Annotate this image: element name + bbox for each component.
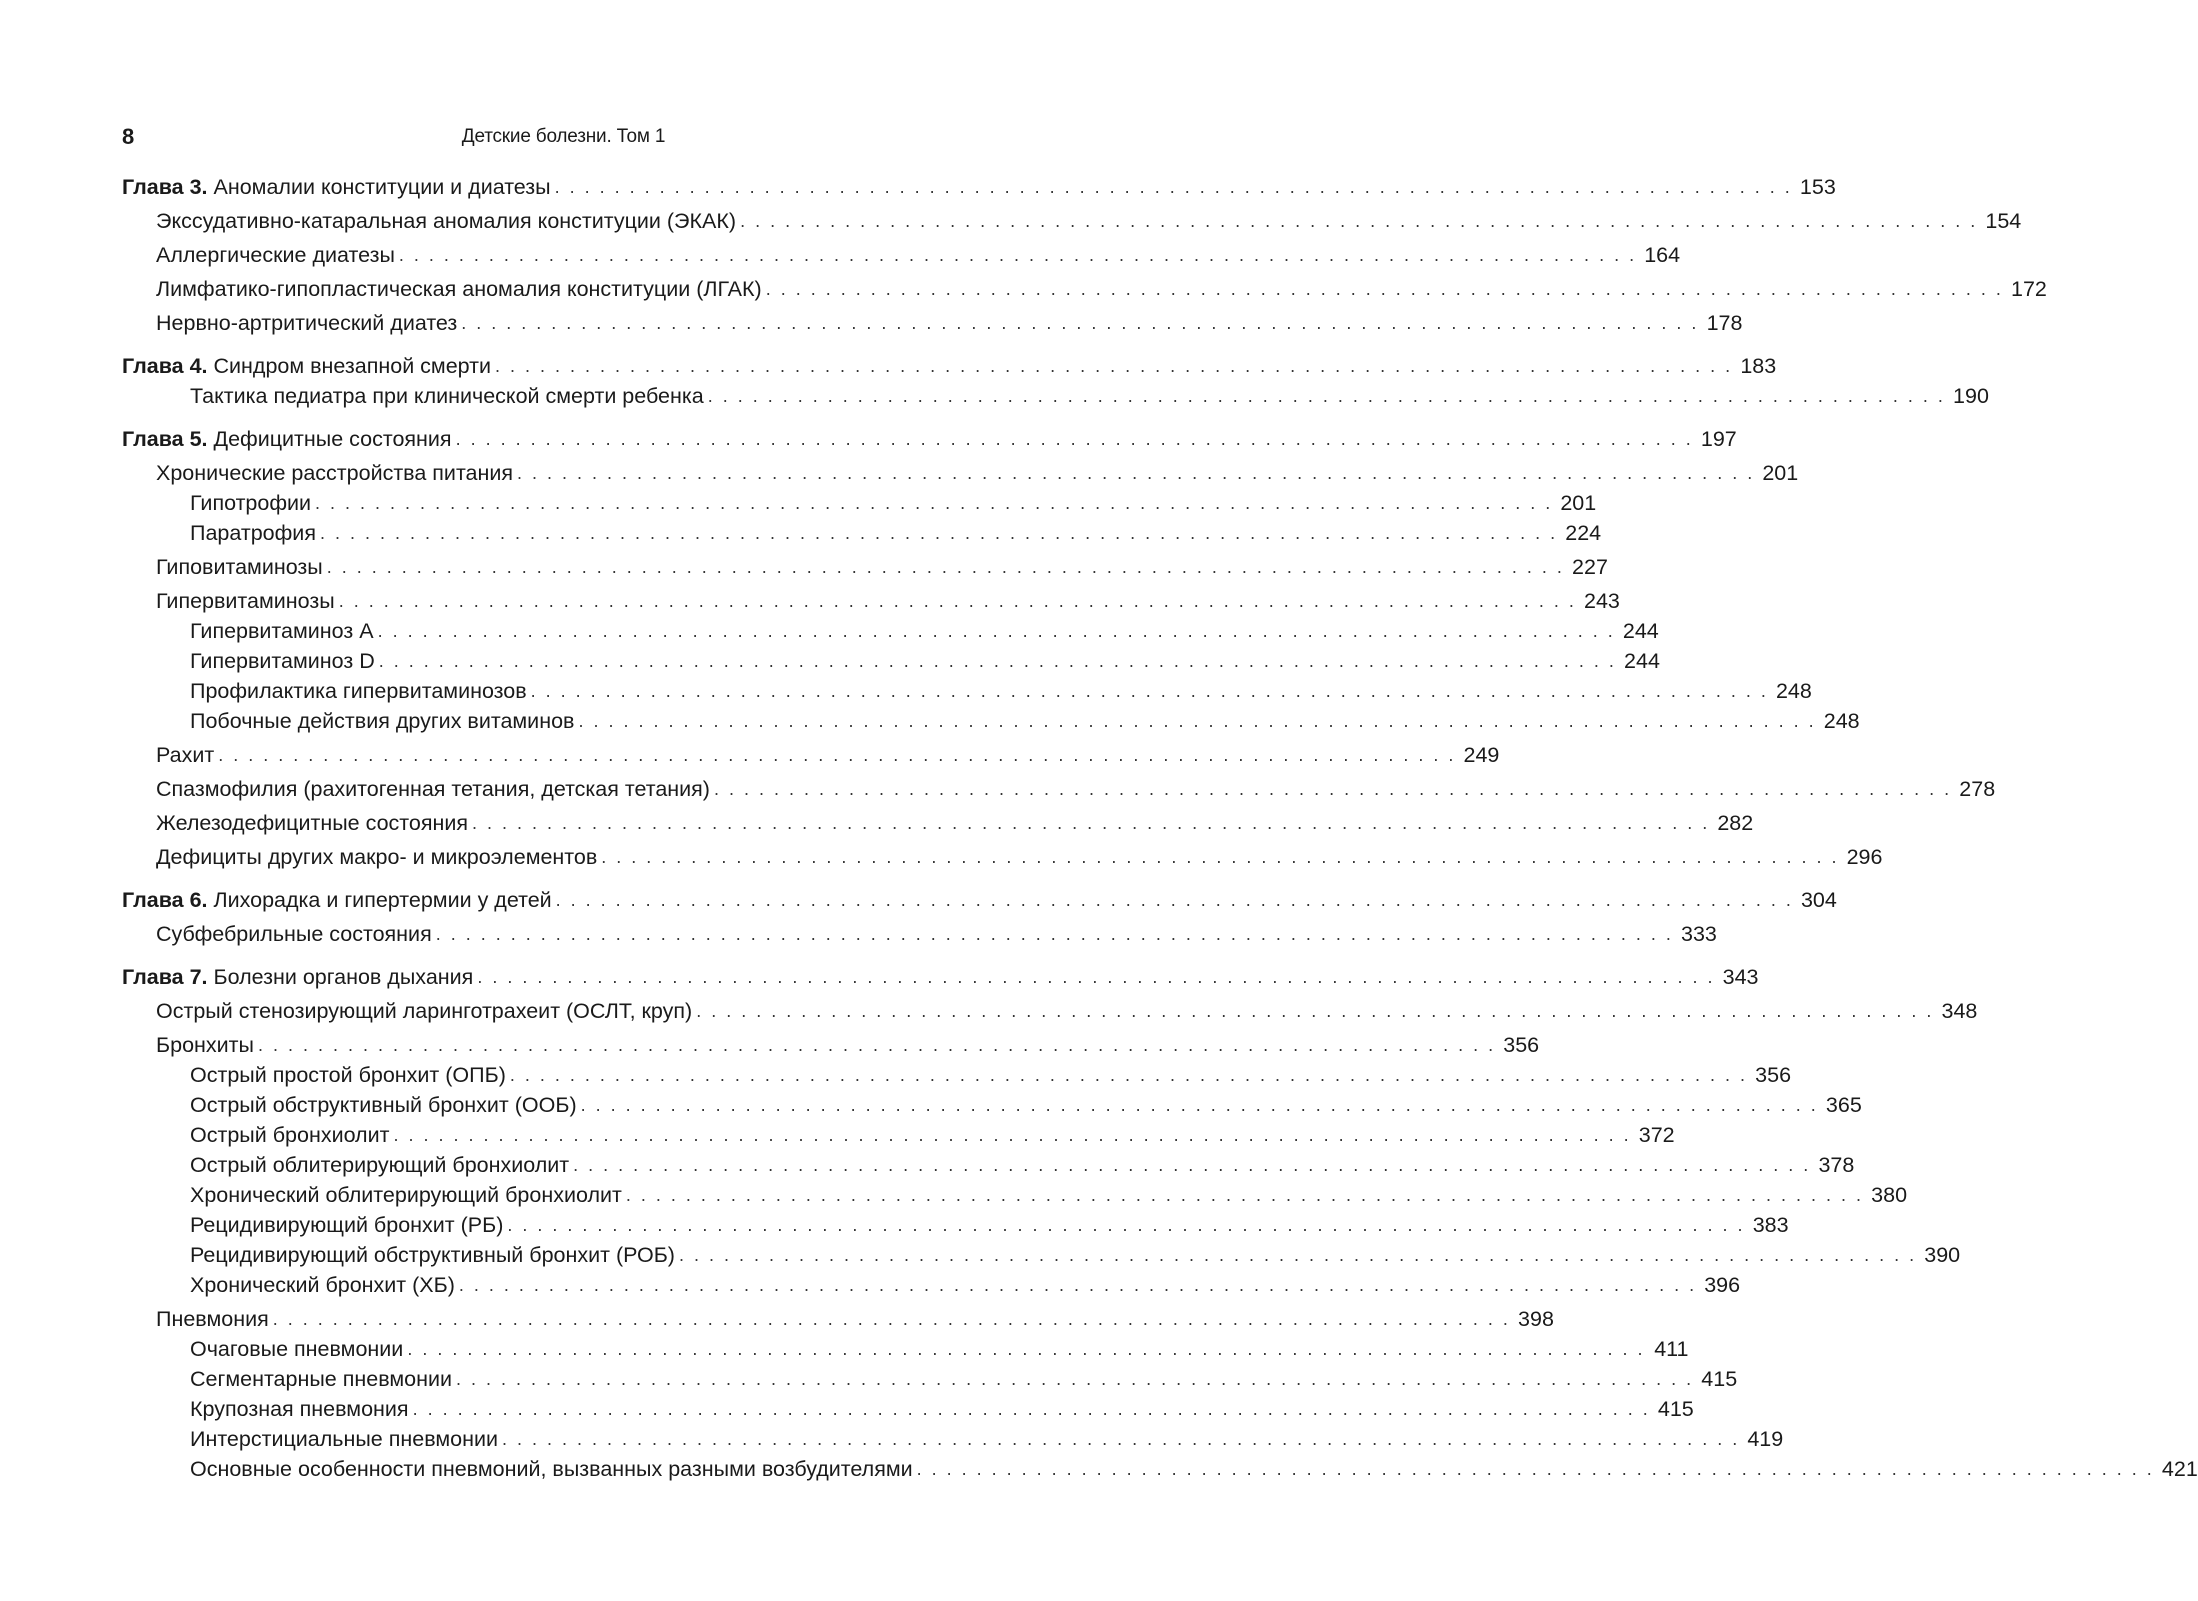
toc-chapter-entry[interactable] [122,962,1759,992]
chapter-label: Глава 4. [122,354,208,378]
toc-page-number: 383 [1752,1213,1789,1237]
toc-entry-title: Железодефицитные состояния [156,811,469,835]
chapter-title: Аномалии конституции и диатезы [207,175,551,199]
toc-entry[interactable] [122,240,1681,270]
toc-entry[interactable] [122,919,1717,949]
toc-entry-title: Субфебрильные состояния [156,922,432,946]
toc-entry[interactable] [122,1424,1784,1454]
toc-entry-title: Тактика педиатра при клинической смерти ребенка [190,384,704,408]
toc-page-number: 197 [1700,427,1737,451]
toc-entry-title: Острый обструктивный бронхит (ООБ) [190,1093,577,1117]
toc-entry[interactable] [122,488,1597,518]
toc-entry[interactable] [122,774,1996,804]
toc-page-number: 419 [1747,1427,1784,1451]
toc-entry[interactable] [122,808,1754,838]
toc-page-number: 164 [1644,243,1681,267]
toc-page-number: 178 [1706,311,1743,335]
toc-entry[interactable] [122,1210,1789,1240]
dot-leader [601,842,1836,872]
toc-entry-title [122,962,473,992]
dot-leader [472,808,1707,838]
running-title: Детские болезни. Том 1 [461,126,666,147]
dot-leader [917,1454,2152,1484]
dot-leader [507,1210,1742,1240]
dot-leader [393,1120,1628,1150]
dot-leader [218,740,1453,770]
toc-entry-title: Экссудативно-катаральная аномалия конституции (ЭКАК) [156,209,737,233]
toc-entry[interactable] [122,1394,1694,1424]
dot-leader [273,1304,1508,1334]
toc-entry-title: Нервно-артритический диатез [156,311,458,335]
toc-entry-title: Острый стенозирующий ларинготрахеит (ОСЛТ, круп) [156,999,693,1023]
toc-entry[interactable] [122,740,1500,770]
dot-leader [495,351,1730,381]
toc-page-number: 343 [1722,965,1759,989]
toc-entry[interactable] [122,308,1743,338]
dot-leader [339,586,1574,616]
dot-leader [573,1150,1808,1180]
chapter-label: Глава 6. [122,888,208,912]
toc-entry-title: Острый облитерирующий бронхиолит [190,1153,570,1177]
toc-page-number: 282 [1717,811,1754,835]
toc-entry-title [122,172,551,202]
toc-entry-title: Крупозная пневмония [190,1397,409,1421]
toc-entry[interactable] [122,1060,1792,1090]
dot-leader [320,518,1555,548]
toc-page-number: 172 [2010,277,2047,301]
toc-entry-title: Бронхиты [156,1033,254,1057]
toc-page-number: 183 [1740,354,1777,378]
toc-page-number: 421 [2161,1457,2198,1481]
toc-entry[interactable] [122,1304,1554,1334]
dot-leader [456,424,1691,454]
toc-page-number: 248 [1775,679,1812,703]
toc-entry-title: Хронические расстройства питания [156,461,514,485]
toc-entry[interactable] [122,1150,1855,1180]
toc-entry-title: Рецидивирующий бронхит (РБ) [190,1213,504,1237]
dot-leader [461,308,1696,338]
dot-leader [696,996,1931,1026]
toc-entry-title: Гипервитаминозы [156,589,335,613]
toc-entry[interactable] [122,1030,1540,1060]
dot-leader [679,1240,1914,1270]
toc-entry[interactable] [122,381,1989,411]
toc-entry[interactable] [122,274,2047,304]
chapter-label: Глава 5. [122,427,208,451]
dot-leader [502,1424,1737,1454]
toc-entry-title: Сегментарные пневмонии [190,1367,452,1391]
toc-page-number: 201 [1762,461,1799,485]
toc-page-number: 365 [1825,1093,1862,1117]
chapter-title: Болезни органов дыхания [207,965,474,989]
toc-chapter-entry[interactable] [122,424,1737,454]
toc-entry[interactable] [122,616,1659,646]
toc-entry-title: Аллергические диатезы [156,243,395,267]
toc-entry-title: Дефициты других макро- и микроэлементов [156,845,598,869]
toc-entry-title: Пневмония [156,1307,269,1331]
toc-page-number: 244 [1624,649,1660,673]
toc-entry-title: Гипотрофии [190,491,312,515]
chapter-title: Дефицитные состояния [207,427,452,451]
toc-page-number: 224 [1565,521,1602,545]
dot-leader [456,1364,1691,1394]
toc-entry-title: Рахит [156,743,215,767]
page-number: 8 [122,124,135,149]
dot-leader [379,646,1614,676]
dot-leader [407,1334,1642,1364]
chapter-label: Глава 7. [122,965,208,989]
dot-leader [477,962,1712,992]
toc-page-number: 304 [1800,888,1837,912]
dot-leader [531,676,1766,706]
toc-page-number: 380 [1871,1183,1908,1207]
dot-leader [413,1394,1648,1424]
toc-page-number: 243 [1583,589,1620,613]
toc-entry[interactable] [122,996,1978,1026]
toc-chapter-entry[interactable] [122,172,1836,202]
toc-entry[interactable] [122,1364,1738,1394]
chapter-title: Синдром внезапной смерти [207,354,492,378]
toc-entry[interactable] [122,586,1620,616]
toc-entry-title: Хронический облитерирующий бронхиолит [190,1183,622,1207]
toc-entry-title: Лимфатико-гипопластическая аномалия конституции (ЛГАК) [156,277,762,301]
chapter-label: Глава 3. [122,175,208,199]
dot-leader [626,1180,1861,1210]
toc-entry-title: Профилактика гипервитаминозов [190,679,527,703]
toc-page-number: 190 [1953,384,1989,408]
toc-entry-title: Очаговые пневмонии [190,1337,404,1361]
toc-entry[interactable] [122,518,1602,548]
toc-entry[interactable] [122,646,1660,676]
toc-page-number: 372 [1638,1123,1675,1147]
toc-entry[interactable] [122,206,2022,236]
toc-entry[interactable] [122,1334,1689,1364]
dot-leader [378,616,1613,646]
dot-leader [315,488,1550,518]
toc-entry-title: Гипервитаминоз D [190,649,375,673]
dot-leader [714,774,1949,804]
toc-page-number: 296 [1846,845,1883,869]
dot-leader [510,1060,1745,1090]
toc-page-number: 248 [1823,709,1860,733]
chapter-title: Лихорадка и гипертермии у детей [207,888,552,912]
toc-entry[interactable] [122,1454,2198,1484]
toc-page-number: 398 [1518,1307,1554,1331]
toc-entry-title [122,351,491,381]
dot-leader [581,1090,1816,1120]
toc-entry[interactable] [122,1120,1675,1150]
toc-entry[interactable] [122,1090,1862,1120]
toc-entry[interactable] [122,1180,1908,1210]
toc-page-number: 153 [1799,175,1836,199]
toc-page-number: 390 [1924,1243,1961,1267]
toc-page-number: 411 [1654,1337,1689,1361]
toc-entry-title: Острый бронхиолит [190,1123,390,1147]
toc-page-number: 396 [1704,1273,1741,1297]
dot-leader [327,552,1562,582]
toc-entry-title: Спазмофилия (рахитогенная тетания, детская тетания) [156,777,710,801]
toc-entry[interactable] [122,706,1860,736]
toc-entry[interactable] [122,552,1608,582]
toc-page-number: 154 [1985,209,2022,233]
toc-entry-title: Интерстициальные пневмонии [190,1427,499,1451]
toc-entry[interactable] [122,1270,1741,1300]
dot-leader [766,274,2001,304]
toc-entry[interactable] [122,676,1812,706]
page-header [122,124,1005,154]
toc-entry-title: Паратрофия [190,521,316,545]
toc-page-number: 244 [1622,619,1659,643]
toc-entry-title: Рецидивирующий обструктивный бронхит (РОБ) [190,1243,675,1267]
table-of-contents [122,172,2198,1484]
toc-entry[interactable] [122,1240,1961,1270]
dot-leader [258,1030,1493,1060]
dot-leader [556,885,1791,915]
toc-chapter-entry[interactable] [122,885,1837,915]
dot-leader [555,172,1790,202]
dot-leader [517,458,1752,488]
toc-entry-title: Гиповитаминозы [156,555,323,579]
toc-entry-title: Побочные действия других витаминов [190,709,575,733]
dot-leader [708,381,1943,411]
dot-leader [740,206,1975,236]
toc-page-number: 249 [1463,743,1500,767]
toc-entry-title: Хронический бронхит (ХБ) [190,1273,455,1297]
toc-entry[interactable] [122,458,1799,488]
toc-page-number: 415 [1701,1367,1738,1391]
toc-page-number: 415 [1657,1397,1694,1421]
dot-leader [578,706,1813,736]
toc-entry-title: Острый простой бронхит (ОПБ) [190,1063,506,1087]
toc-entry-title: Основные особенности пневмоний, вызванных разными возбудителями [190,1457,913,1481]
toc-page-number: 278 [1959,777,1996,801]
toc-entry-title: Гипервитаминоз А [190,619,374,643]
toc-chapter-entry[interactable] [122,351,1777,381]
dot-leader [459,1270,1694,1300]
toc-entry-title [122,424,452,454]
toc-entry-title [122,885,552,915]
toc-page-number: 356 [1755,1063,1792,1087]
dot-leader [436,919,1671,949]
toc-page-number: 333 [1681,922,1717,946]
toc-entry[interactable] [122,842,1883,872]
dot-leader [399,240,1634,270]
toc-page-number: 378 [1818,1153,1855,1177]
toc-page-number: 227 [1572,555,1608,579]
toc-page-number: 356 [1503,1033,1540,1057]
toc-page-number: 348 [1941,999,1978,1023]
toc-page-number: 201 [1560,491,1597,515]
